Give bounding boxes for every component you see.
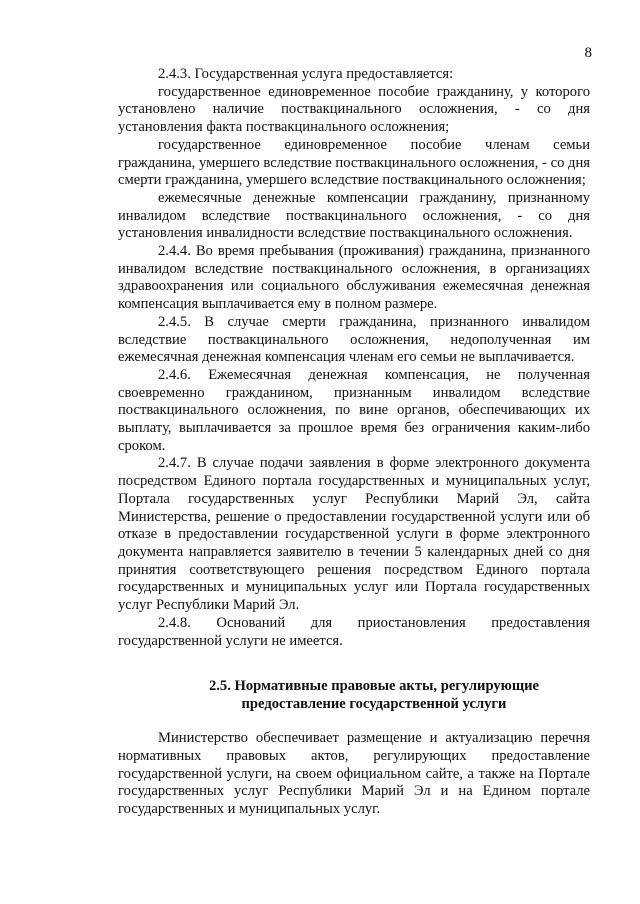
paragraph-2-4-5: 2.4.5. В случае смерти гражданина, признанного инвалидом вследствие поствакцинального осложнения, недополученная им ежемесячная денежная компенсация членам его семьи не выплачивается. [118, 313, 590, 366]
section-heading-2-5 [118, 677, 590, 713]
section-heading-line-1: 2.5. Нормативные правовые акты, регулирующие [208, 678, 540, 695]
paragraph-ministry-publication: Министерство обеспечивает размещение и актуализацию перечня нормативных правовых актов, регулирующих предоставление государственной услуги, на своем официальном сайте, а также на Портале государственных услуг Республики Марий Эл и на Едином портале государственных и муниципальных услуг. [118, 730, 590, 818]
paragraph-2-4-6: 2.4.6. Ежемесячная денежная компенсация, не полученная своевременно гражданином, признанным инвалидом вследствие поствакцинального осложнения, по вине органов, обеспечивающих их выплату, выплачивается за прошлое время без ограничения каким-либо сроком. [118, 366, 590, 454]
page-number: 8 [584, 45, 592, 61]
paragraph-2-4-3-intro: 2.4.3. Государственная услуга предоставляется: [158, 66, 454, 82]
paragraph-2-4-8: 2.4.8. Оснований для приостановления предоставления государственной услуги не имеется. [118, 614, 590, 649]
section-heading-line-2: предоставление государственной услуги [241, 696, 507, 713]
paragraph-2-4-7: 2.4.7. В случае подачи заявления в форме электронного документа посредством Единого портала государственных и муниципальных услуг, Портала государственных услуг Республики Марий Эл, сайта Министерства, решение о предоставлении государственной услуги или об отказе в предоставлении государственной услуги в форме электронного документа направляется заявителю в течении 5 календарных дней со дня принятия соответствующего решения посредством Единого портала государственных и муниципальных услуг или Портала государственных услуг Республики Марий Эл. [118, 455, 590, 614]
paragraph-monthly-compensation: ежемесячные денежные компенсации гражданину, признанному инвалидом вследствие поствакцинального осложнения, - со дня установления инвалидности вследствие поствакцинального осложнения. [118, 189, 590, 242]
paragraph-2-4-4: 2.4.4. Во время пребывания (проживания) гражданина, признанного инвалидом вследствие поствакцинального осложнения, в организациях здравоохранения или социального обслуживания ежемесячная денежная компенсация выплачивается ему в полном размере. [118, 243, 590, 313]
document-body [118, 66, 590, 819]
paragraph-one-time-allowance-citizen: государственное единовременное пособие гражданину, у которого установлено наличие поствакцинального осложнения, - со дня установления факта поствакцинального осложнения; [118, 83, 590, 136]
paragraph-one-time-allowance-family: государственное единовременное пособие членам семьи гражданина, умершего вследствие поствакцинального осложнения, - со дня смерти гражданина, умершего вследствие поствакцинального осложнения; [118, 136, 590, 189]
